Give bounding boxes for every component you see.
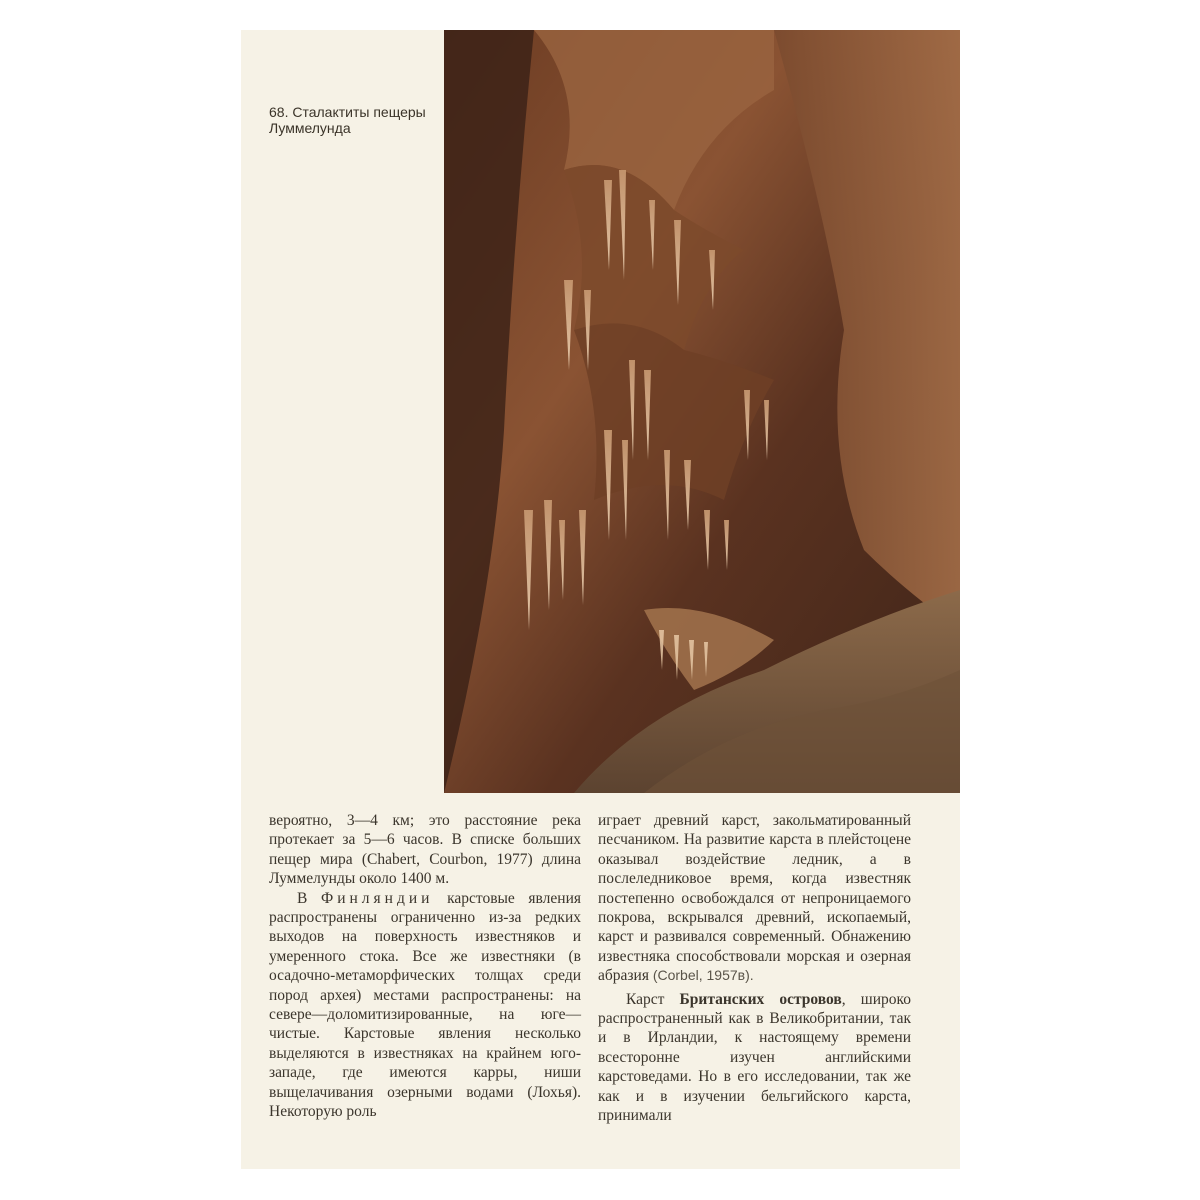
paragraph — [598, 811, 911, 986]
figure-caption: 68. Сталактиты пещеры Луммелунда — [269, 104, 426, 136]
book-page — [241, 30, 960, 1169]
paragraph-finland — [269, 889, 581, 1122]
cave-photo-image — [444, 30, 960, 793]
paragraph-text: карстовые явления распространены ограниченно из-за редких выходов на поверхность известняков и умеренного стока. Все же известняки (в осадочно-метаморфических толщах среди пород архея) местами распространены: на севере—доломитизированные, на юге—чистые. Карстовые явления несколько выделяются в известняках на крайнем юго-западе, где имеются карры, ниши выщелачивания озерными водами (Лохья). Некоторую роль — [269, 889, 581, 1121]
citation: (Corbel, 1957в). — [652, 967, 754, 984]
paragraph-text: , широко распространенный как в Великобритании, так и в Ирландии, к настоящему времени всесторонне изучен английскими карстоведами. Но в его исследовании, так же как и в изучении бельгийского карста, принимали — [598, 990, 911, 1125]
region-name: Британских островов — [679, 990, 842, 1008]
paragraph-text: играет древний карст, закольматированный песчаником. На развитие карста в плейстоцене оказывал воздействие ледник, а в послеледниковое время, когда известняк постепенно освобождался от непроницаемого покрова, вскрывался древний, ископаемый, карст и развивался современный. Обнажению известняка способствовали морская и озерная абразия — [598, 812, 911, 985]
text-column-right — [598, 811, 911, 1126]
cave-stalactites-photo — [444, 30, 960, 793]
text-column-left — [269, 811, 581, 1122]
country-name: Финляндии — [320, 889, 434, 907]
paragraph-prefix: Карст — [626, 990, 680, 1008]
paragraph-britain — [598, 990, 911, 1126]
paragraph-prefix: В — [297, 889, 308, 907]
paragraph: вероятно, 3—4 км; это расстояние река протекает за 5—6 часов. В списке больших пещер мира (Chabert, Courbon, 1977) длина Луммелунды около 1400 м. — [269, 812, 581, 888]
